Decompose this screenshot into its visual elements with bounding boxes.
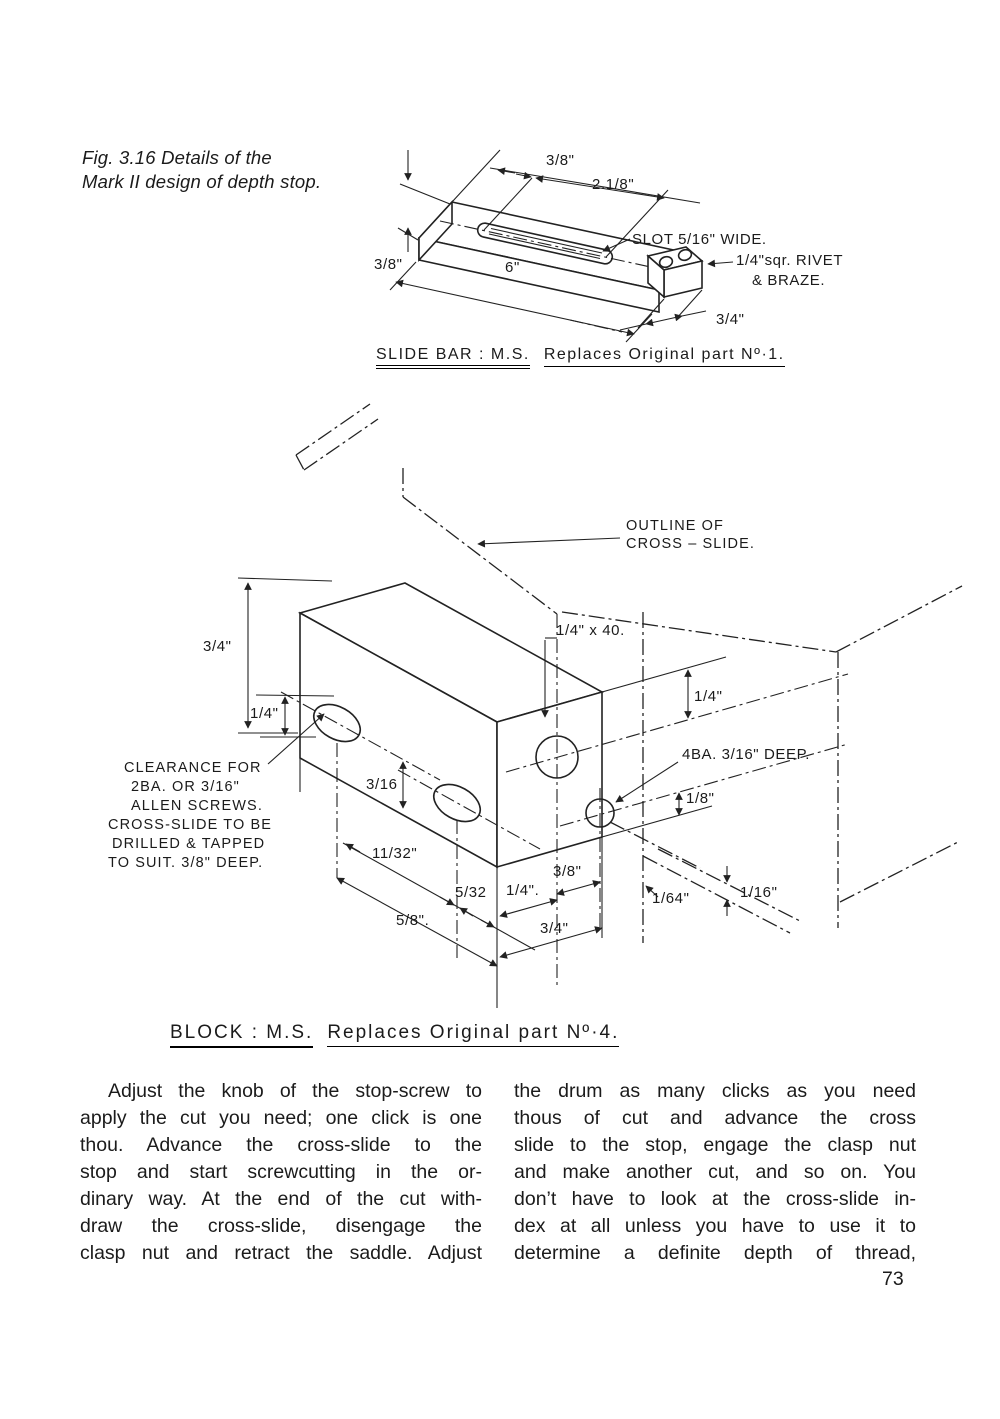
outline-label-line2: CROSS – SLIDE. [626, 536, 756, 552]
body-line: thou. Advance the cross-slide to the [80, 1134, 482, 1156]
dim-label-1-4-left: 1/4" [250, 705, 279, 722]
rivet-label-line1: 1/4"sqr. RIVET [736, 252, 844, 269]
body-line: slide to the stop, engage the clasp nut [514, 1134, 916, 1156]
dim-label-1-4-right: 1/4" [694, 688, 723, 705]
dim-label-1-16: 1/16" [740, 884, 778, 901]
dim-label-1-4-bottom: 1/4". [506, 882, 540, 899]
body-text-right-column [514, 1078, 916, 1267]
thread-label: 1/4" x 40. [556, 622, 625, 639]
body-line: the drum as many clicks as you need [514, 1080, 916, 1102]
dim-label-3-8-top: 3/8" [546, 152, 575, 169]
block-caption [170, 1022, 619, 1044]
figure-caption-line2: Mark II design of depth stop. [82, 171, 322, 192]
dim-label-6: 6" [505, 259, 520, 276]
slide-bar-caption-title: SLIDE BAR : M.S. [376, 346, 530, 369]
dim-label-2-1-8: 2.1/8" [592, 176, 635, 193]
clearance-note-line4: CROSS-SLIDE TO BE [108, 817, 273, 833]
dim-label-3-16: 3/16 [366, 776, 398, 793]
body-line: dinary way. At the end of the cut with- [80, 1188, 482, 1210]
body-line: draw the cross-slide, disengage the [80, 1215, 482, 1237]
body-line: dex at all unless you have to use it to [514, 1215, 916, 1237]
clearance-note-line1: CLEARANCE FOR [124, 760, 262, 776]
page-number: 73 [882, 1268, 904, 1290]
dim-label-3-4-left: 3/4" [203, 638, 232, 655]
clearance-note-line2: 2BA. OR 3/16" [131, 779, 240, 795]
body-text-left-column [80, 1078, 482, 1267]
rivet-label-line2: & BRAZE. [752, 272, 826, 289]
dim-label-1-64: 1/64" [652, 890, 690, 907]
figure-caption-line1: Fig. 3.16 Details of the [82, 147, 272, 168]
block-caption-subtitle: Replaces Original part Nº·4. [327, 1022, 619, 1047]
body-line: determine a definite depth of thread, [514, 1242, 916, 1264]
dim-label-3-4-bottom: 3/4" [540, 920, 569, 937]
body-line: don’t have to look at the cross-slide in- [514, 1188, 916, 1210]
dim-label-1-8: 1/8" [686, 790, 715, 807]
four-ba-label: 4BA. 3/16" DEEP. [682, 746, 811, 763]
dim-label-3-8-bottom: 3/8" [553, 863, 582, 880]
body-line: Adjust the knob of the stop-screw to [108, 1080, 482, 1102]
dim-label-5-32: 5/32 [455, 884, 487, 901]
outline-label-line1: OUTLINE OF [626, 518, 725, 534]
dim-label-3-8-left: 3/8" [374, 256, 403, 273]
clearance-note-line3: ALLEN SCREWS. [131, 798, 263, 814]
figure-caption [82, 146, 321, 194]
dim-label-5-8: 5/8". [396, 912, 430, 929]
slide-bar-caption-subtitle: Replaces Original part Nº·1. [544, 346, 785, 367]
block-caption-title: BLOCK : M.S. [170, 1022, 313, 1048]
dim-label-11-32: 11/32" [372, 845, 418, 862]
clearance-note-line5: DRILLED & TAPPED [112, 836, 266, 852]
body-line: clasp nut and retract the saddle. Adjust [80, 1242, 482, 1264]
slide-bar-caption [376, 346, 785, 364]
block-drawing [90, 400, 980, 1015]
body-line: stop and start screwcutting in the or- [80, 1161, 482, 1183]
dim-label-3-4: 3/4" [716, 311, 745, 328]
clearance-note-line6: TO SUIT. 3/8" DEEP. [108, 855, 264, 871]
body-line: and make another cut, and so on. You [514, 1161, 916, 1183]
body-line: thous of cut and advance the cross [514, 1107, 916, 1129]
slot-label: SLOT 5/16" WIDE. [632, 231, 767, 248]
body-line: apply the cut you need; one click is one [80, 1107, 482, 1129]
